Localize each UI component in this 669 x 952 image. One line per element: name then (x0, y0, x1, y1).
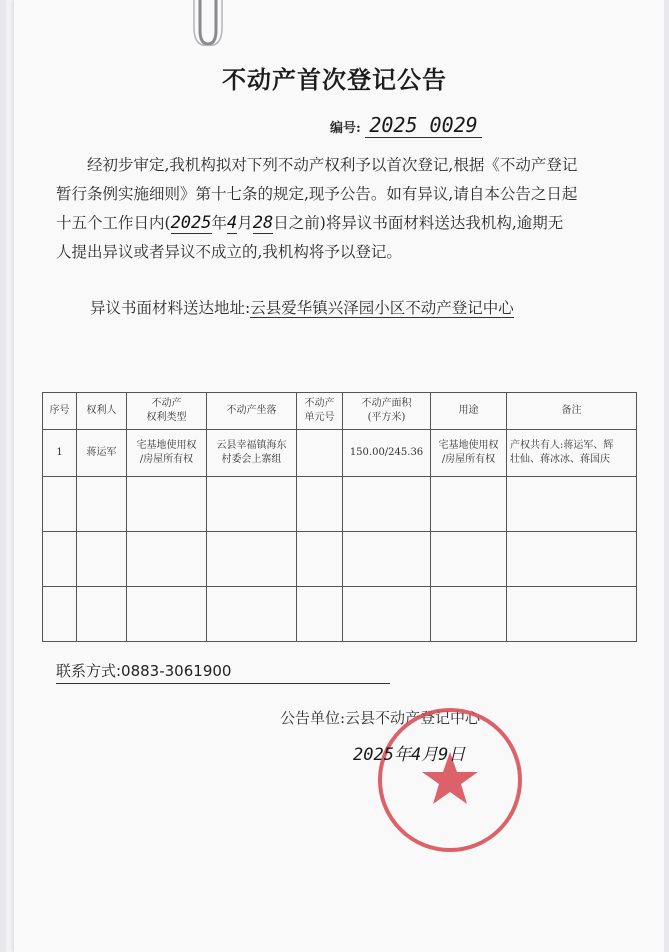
table-cell (297, 430, 343, 477)
header-cell: 不动产坐落 (207, 393, 297, 430)
table-cell (297, 587, 343, 642)
table-cell (507, 477, 637, 532)
table-cell (127, 532, 207, 587)
table-cell: 150.00/245.36 (343, 430, 431, 477)
table-cell: 宅基地使用权 /房屋所有权 (127, 430, 207, 477)
table-row (43, 430, 637, 477)
publish-date: 2025年4月9日 (353, 745, 466, 765)
table-cell (431, 587, 507, 642)
table-cell (507, 532, 637, 587)
table-row (43, 477, 637, 532)
table-row (43, 532, 637, 587)
header-cell: 序号 (43, 393, 77, 430)
number-value: 2025 0029 (365, 113, 481, 138)
table-cell: 云县幸福镇海东 村委会上寨组 (207, 430, 297, 477)
header-cell: 不动产 权利类型 (127, 393, 207, 430)
contact-line: 联系方式:0883-3061900 (56, 660, 390, 684)
table-cell: 宅基地使用权 /房屋所有权 (431, 430, 507, 477)
address-label: 异议书面材料送达地址: (90, 299, 251, 317)
table-cell (431, 532, 507, 587)
table-cell (297, 532, 343, 587)
body-line-4: 人提出异议或者异议不成立的,我机构将予以登记。 (56, 243, 402, 261)
official-seal (370, 700, 530, 860)
table-cell (297, 477, 343, 532)
table-cell (43, 477, 77, 532)
table-cell (507, 587, 637, 642)
document-number (330, 113, 482, 137)
number-label: 编号: (330, 121, 361, 136)
line3-prefix: 十五个工作日内( (56, 214, 171, 232)
header-cell: 备注 (507, 393, 637, 430)
address-value: 云县爱华镇兴泽园小区不动产登记中心 (250, 299, 514, 317)
registration-table (42, 392, 637, 642)
table-cell (207, 477, 297, 532)
deadline-year: 2025 (170, 213, 212, 233)
table-cell (77, 587, 127, 642)
table-row (43, 587, 637, 642)
deadline-day: 28 (252, 213, 274, 233)
table-cell (77, 477, 127, 532)
publisher-line: 公告单位:云县不动产登记中心 (280, 709, 481, 727)
month-unit: 月 (237, 214, 253, 232)
deadline-month: 4 (227, 213, 238, 233)
header-cell: 不动产 单元号 (297, 393, 343, 430)
table-cell (207, 532, 297, 587)
body-line-3 (56, 209, 646, 238)
table-cell: 产权共有人:蒋运军、辉 壮仙、蒋冰冰、蒋国庆 (507, 430, 637, 477)
header-cell: 权利人 (77, 393, 127, 430)
table-cell: 1 (43, 430, 77, 477)
table-cell (127, 477, 207, 532)
page-title: 不动产首次登记公告 (222, 65, 447, 94)
table-cell (343, 477, 431, 532)
table-cell (127, 587, 207, 642)
header-cell: 不动产面积 (平方米) (343, 393, 431, 430)
table-cell (43, 532, 77, 587)
binder-clip-icon (188, 0, 228, 46)
table-cell (343, 587, 431, 642)
line3-suffix: 日之前)将异议书面材料送达我机构,逾期无 (273, 214, 564, 232)
table-cell (43, 587, 77, 642)
table-cell (343, 532, 431, 587)
year-unit: 年 (211, 214, 228, 232)
table-cell (431, 477, 507, 532)
table-cell (77, 532, 127, 587)
table-cell: 蒋运军 (77, 430, 127, 477)
header-cell: 用途 (431, 393, 507, 430)
body-line-1: 经初步审定,我机构拟对下列不动产权利予以首次登记,根据《不动产登记 (87, 156, 578, 174)
address-line (90, 296, 514, 318)
table-header-row (43, 393, 637, 430)
body-line-2: 暂行条例实施细则》第十七条的规定,现予公告。如有异议,请自本公告之日起 (56, 185, 578, 203)
table-cell (207, 587, 297, 642)
